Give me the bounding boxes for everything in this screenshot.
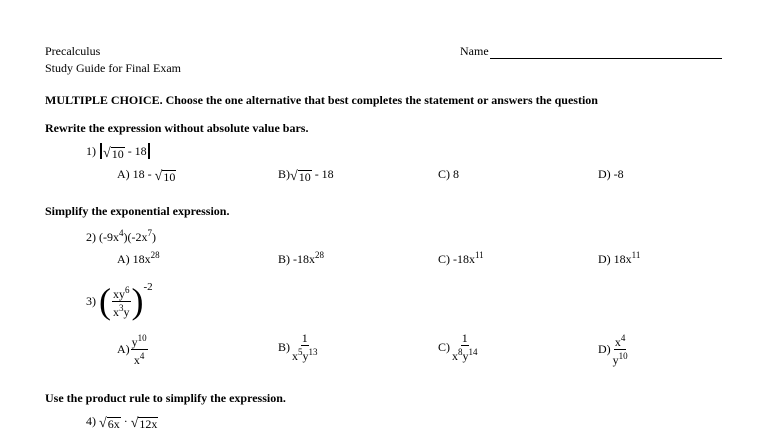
name-blank-line (490, 45, 722, 59)
course-title: Precalculus (45, 44, 101, 58)
name-field (460, 44, 722, 59)
inner-fraction: $\frac{xy^6}{x^3y}$ (113, 284, 130, 319)
q1-option-a: A) 18 - √ 10 (117, 167, 176, 184)
section-heading-exponential: Simplify the exponential expression. (45, 204, 230, 218)
q2-option-a: A) $18x^{28}$ (117, 250, 160, 266)
expression-rest: - 18 (124, 144, 147, 158)
instructions: MULTIPLE CHOICE. Choose the one alternative that best completes the statement or answers the question (45, 93, 598, 107)
section-heading-absolute: Rewrite the expression without absolute value bars. (45, 121, 309, 135)
sqrt-expression: √ 10 (103, 146, 124, 161)
absolute-bar-right (148, 143, 150, 159)
q2-option-b: B) $-18x^{28}$ (278, 250, 324, 266)
q2-option-c: C) $-18x^{11}$ (438, 250, 484, 266)
q3-option-c: C) $\frac{1}{x^8y^{14}}$ (438, 331, 478, 363)
document-subtitle: Study Guide for Final Exam (45, 61, 181, 75)
question-number: 3) (86, 293, 96, 308)
section-heading-product: Use the product rule to simplify the expression. (45, 391, 286, 405)
q3-option-d: D) $\frac{x^4}{y^{10}}$ (598, 333, 628, 367)
q3-option-a: A) $\frac{y^{10}}{x^4}$ (117, 333, 147, 367)
question-3 (86, 283, 153, 319)
left-paren: ( (99, 281, 111, 321)
name-label: Name (460, 44, 489, 58)
question-number: 1) (86, 144, 96, 158)
outer-exponent: -2 (143, 281, 153, 293)
right-paren: ) (131, 281, 144, 321)
absolute-bar-left (100, 143, 102, 159)
question-4: 4) √ 6x · √ 12x (86, 414, 158, 431)
question-2: 2) $(-9x^4)(-2x^7)$ (86, 228, 156, 244)
q2-option-d: D) $18x^{11}$ (598, 250, 641, 266)
q1-option-c: C) 8 (438, 167, 459, 181)
q1-option-d: D) -8 (598, 167, 624, 181)
q3-option-b: B) $\frac{1}{x^5y^{13}}$ (278, 331, 318, 363)
q1-option-b: B) √ 10 - 18 (278, 167, 334, 184)
question-1 (86, 143, 151, 161)
